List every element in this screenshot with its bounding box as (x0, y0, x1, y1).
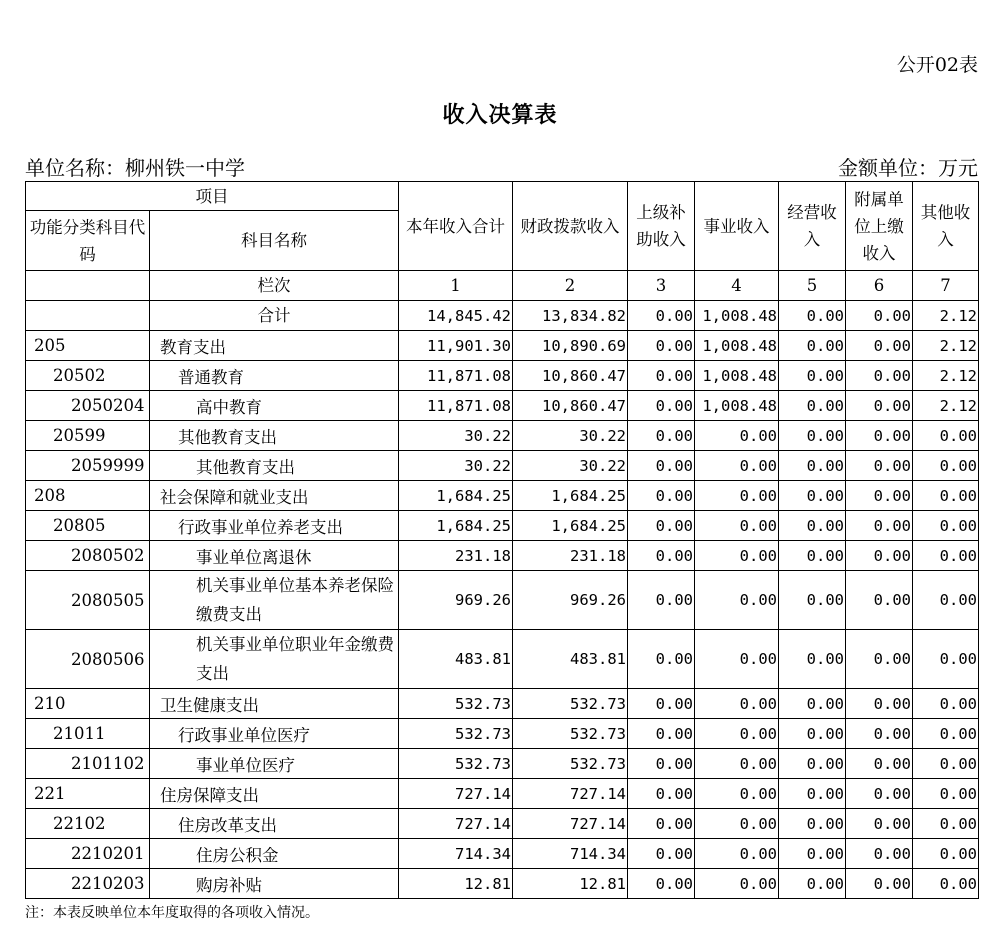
amount-cell: 0.00 (695, 421, 779, 451)
unit-name: 单位名称：柳州铁一中学 (25, 156, 245, 180)
form-number: 公开02表 (896, 54, 978, 76)
total-value: 0.00 (628, 301, 695, 331)
amount-cell: 1,008.48 (695, 391, 779, 421)
amount-cell: 1,684.25 (399, 511, 513, 541)
amount-cell: 0.00 (628, 779, 695, 809)
amount-cell: 0.00 (695, 571, 779, 630)
amount-cell: 727.14 (513, 779, 628, 809)
subject-name: 机关事业单位职业年金缴费支出 (150, 630, 399, 689)
total-value: 2.12 (913, 301, 979, 331)
amount-cell: 0.00 (913, 869, 979, 899)
header-col-7: 其他收入 (913, 182, 979, 271)
amount-cell: 0.00 (913, 630, 979, 689)
amount-cell: 0.00 (779, 809, 846, 839)
amount-cell: 0.00 (846, 839, 913, 869)
amount-cell: 0.00 (913, 451, 979, 481)
amount-cell: 0.00 (846, 391, 913, 421)
amount-cell: 0.00 (779, 689, 846, 719)
header-col-3: 上级补助收入 (628, 182, 695, 271)
amount-cell: 30.22 (513, 421, 628, 451)
amount-cell: 30.22 (513, 451, 628, 481)
amount-cell: 30.22 (399, 421, 513, 451)
amount-cell: 0.00 (628, 719, 695, 749)
subject-name: 事业单位离退休 (150, 541, 399, 571)
amount-cell: 0.00 (846, 511, 913, 541)
subject-name: 住房保障支出 (150, 779, 399, 809)
col-number-1: 1 (399, 271, 513, 301)
amount-cell: 532.73 (513, 749, 628, 779)
table-row (26, 541, 979, 571)
report-title: 收入决算表 (442, 102, 558, 128)
amount-cell: 30.22 (399, 451, 513, 481)
table-row (26, 719, 979, 749)
amount-unit: 金额单位：万元 (838, 156, 978, 180)
amount-cell: 0.00 (913, 839, 979, 869)
header-col-4: 事业收入 (695, 182, 779, 271)
amount-cell: 0.00 (779, 361, 846, 391)
amount-cell: 10,860.47 (513, 391, 628, 421)
amount-cell: 0.00 (846, 421, 913, 451)
amount-cell: 0.00 (695, 541, 779, 571)
amount-cell: 0.00 (846, 331, 913, 361)
amount-cell: 0.00 (628, 361, 695, 391)
subject-name: 高中教育 (150, 391, 399, 421)
amount-cell: 0.00 (628, 421, 695, 451)
amount-cell: 532.73 (513, 719, 628, 749)
amount-cell: 0.00 (913, 719, 979, 749)
amount-cell: 0.00 (913, 421, 979, 451)
table-row (26, 331, 979, 361)
amount-cell: 532.73 (399, 749, 513, 779)
func-code: 221 (26, 779, 150, 809)
amount-cell: 0.00 (846, 481, 913, 511)
amount-cell: 0.00 (628, 511, 695, 541)
header-item: 项目 (26, 182, 399, 211)
amount-cell: 0.00 (846, 689, 913, 719)
func-code: 2080506 (26, 630, 150, 689)
col-number-6: 6 (846, 271, 913, 301)
func-code: 2050204 (26, 391, 150, 421)
amount-cell: 0.00 (779, 749, 846, 779)
func-code: 22102 (26, 809, 150, 839)
total-value: 0.00 (779, 301, 846, 331)
amount-cell: 0.00 (628, 839, 695, 869)
col-number-3: 3 (628, 271, 695, 301)
amount-cell: 12.81 (513, 869, 628, 899)
table-row (26, 689, 979, 719)
amount-cell: 12.81 (399, 869, 513, 899)
amount-cell: 969.26 (513, 571, 628, 630)
amount-cell: 0.00 (779, 421, 846, 451)
header-col-1: 本年收入合计 (399, 182, 513, 271)
total-row (26, 301, 979, 331)
func-code: 208 (26, 481, 150, 511)
amount-cell: 0.00 (695, 630, 779, 689)
amount-cell: 0.00 (913, 779, 979, 809)
subject-name: 社会保障和就业支出 (150, 481, 399, 511)
header-col-2: 财政拨款收入 (513, 182, 628, 271)
amount-cell: 0.00 (695, 779, 779, 809)
func-code: 2101102 (26, 749, 150, 779)
amount-cell: 0.00 (779, 481, 846, 511)
amount-cell: 0.00 (695, 511, 779, 541)
func-code: 2210203 (26, 869, 150, 899)
amount-cell: 0.00 (846, 361, 913, 391)
table-row (26, 391, 979, 421)
amount-cell: 0.00 (913, 481, 979, 511)
amount-cell: 0.00 (695, 809, 779, 839)
subject-name: 教育支出 (150, 331, 399, 361)
func-code: 210 (26, 689, 150, 719)
func-code: 2080502 (26, 541, 150, 571)
total-code-blank (26, 301, 150, 331)
subject-name: 普通教育 (150, 361, 399, 391)
amount-cell: 0.00 (846, 630, 913, 689)
amount-cell: 10,860.47 (513, 361, 628, 391)
func-code: 205 (26, 331, 150, 361)
amount-cell: 0.00 (913, 571, 979, 630)
func-code: 2059999 (26, 451, 150, 481)
table-row (26, 421, 979, 451)
amount-cell: 0.00 (628, 869, 695, 899)
table-row (26, 451, 979, 481)
amount-cell: 0.00 (695, 451, 779, 481)
amount-cell: 0.00 (913, 511, 979, 541)
subject-name: 其他教育支出 (150, 451, 399, 481)
func-code: 20599 (26, 421, 150, 451)
table-row (26, 361, 979, 391)
amount-cell: 727.14 (399, 779, 513, 809)
amount-cell: 1,008.48 (695, 331, 779, 361)
amount-cell: 0.00 (846, 809, 913, 839)
total-value: 13,834.82 (513, 301, 628, 331)
amount-cell: 0.00 (779, 719, 846, 749)
amount-cell: 714.34 (399, 839, 513, 869)
header-col-5: 经营收入 (779, 182, 846, 271)
amount-cell: 532.73 (399, 719, 513, 749)
amount-cell: 2.12 (913, 361, 979, 391)
amount-cell: 10,890.69 (513, 331, 628, 361)
amount-cell: 532.73 (399, 689, 513, 719)
func-code: 20805 (26, 511, 150, 541)
total-value: 0.00 (846, 301, 913, 331)
table-row (26, 809, 979, 839)
amount-cell: 0.00 (846, 749, 913, 779)
subject-name: 事业单位医疗 (150, 749, 399, 779)
amount-cell: 11,871.08 (399, 391, 513, 421)
amount-cell: 0.00 (779, 869, 846, 899)
amount-cell: 483.81 (513, 630, 628, 689)
amount-cell: 0.00 (779, 391, 846, 421)
amount-cell: 0.00 (913, 809, 979, 839)
amount-cell: 1,684.25 (399, 481, 513, 511)
amount-cell: 0.00 (779, 839, 846, 869)
table-row (26, 481, 979, 511)
amount-cell: 0.00 (695, 839, 779, 869)
amount-cell: 0.00 (779, 451, 846, 481)
amount-cell: 11,901.30 (399, 331, 513, 361)
col-number-7: 7 (913, 271, 979, 301)
subject-name: 其他教育支出 (150, 421, 399, 451)
amount-cell: 0.00 (628, 689, 695, 719)
amount-cell: 1,684.25 (513, 511, 628, 541)
subject-name: 住房公积金 (150, 839, 399, 869)
table-row (26, 779, 979, 809)
table-row (26, 511, 979, 541)
amount-cell: 0.00 (628, 809, 695, 839)
subject-name: 住房改革支出 (150, 809, 399, 839)
amount-cell: 0.00 (628, 391, 695, 421)
amount-cell: 969.26 (399, 571, 513, 630)
amount-cell: 231.18 (399, 541, 513, 571)
amount-cell: 0.00 (913, 689, 979, 719)
amount-cell: 0.00 (846, 719, 913, 749)
amount-cell: 0.00 (695, 749, 779, 779)
header-func-code: 功能分类科目代码 (26, 211, 150, 271)
func-code: 21011 (26, 719, 150, 749)
amount-cell: 2.12 (913, 391, 979, 421)
func-code: 2080505 (26, 571, 150, 630)
amount-cell: 0.00 (846, 451, 913, 481)
amount-cell: 0.00 (779, 331, 846, 361)
subject-name: 机关事业单位基本养老保险缴费支出 (150, 571, 399, 630)
amount-cell: 0.00 (695, 869, 779, 899)
table-note: 注：本表反映单位本年度取得的各项收入情况。 (25, 905, 319, 921)
table-row (26, 630, 979, 689)
amount-cell: 0.00 (695, 689, 779, 719)
amount-cell: 0.00 (628, 331, 695, 361)
income-table (25, 181, 979, 899)
amount-cell: 0.00 (846, 541, 913, 571)
subject-name: 购房补贴 (150, 869, 399, 899)
subject-name: 行政事业单位养老支出 (150, 511, 399, 541)
amount-cell: 2.12 (913, 331, 979, 361)
col-number-5: 5 (779, 271, 846, 301)
amount-cell: 0.00 (779, 779, 846, 809)
amount-cell: 0.00 (846, 571, 913, 630)
amount-cell: 0.00 (913, 749, 979, 779)
header-subject-name: 科目名称 (150, 211, 399, 271)
amount-cell: 532.73 (513, 689, 628, 719)
amount-cell: 11,871.08 (399, 361, 513, 391)
table-row (26, 749, 979, 779)
header-col-6: 附属单位上缴收入 (846, 182, 913, 271)
amount-cell: 0.00 (628, 571, 695, 630)
table-row (26, 571, 979, 630)
amount-cell: 0.00 (628, 749, 695, 779)
amount-cell: 0.00 (846, 869, 913, 899)
amount-cell: 0.00 (628, 481, 695, 511)
amount-cell: 0.00 (628, 630, 695, 689)
amount-cell: 0.00 (779, 571, 846, 630)
col-label: 栏次 (150, 271, 399, 301)
col-number-2: 2 (513, 271, 628, 301)
table-row (26, 869, 979, 899)
col-label-blank (26, 271, 150, 301)
func-code: 20502 (26, 361, 150, 391)
col-number-4: 4 (695, 271, 779, 301)
subject-name: 行政事业单位医疗 (150, 719, 399, 749)
amount-cell: 727.14 (513, 809, 628, 839)
amount-cell: 0.00 (628, 451, 695, 481)
amount-cell: 0.00 (846, 779, 913, 809)
amount-cell: 0.00 (628, 541, 695, 571)
amount-cell: 0.00 (779, 511, 846, 541)
table-row (26, 839, 979, 869)
amount-cell: 483.81 (399, 630, 513, 689)
amount-cell: 0.00 (913, 541, 979, 571)
amount-cell: 0.00 (695, 481, 779, 511)
total-value: 1,008.48 (695, 301, 779, 331)
subject-name: 卫生健康支出 (150, 689, 399, 719)
total-label: 合计 (150, 301, 399, 331)
amount-cell: 231.18 (513, 541, 628, 571)
total-value: 14,845.42 (399, 301, 513, 331)
amount-cell: 1,684.25 (513, 481, 628, 511)
amount-cell: 0.00 (779, 541, 846, 571)
amount-cell: 1,008.48 (695, 361, 779, 391)
amount-cell: 714.34 (513, 839, 628, 869)
amount-cell: 0.00 (779, 630, 846, 689)
amount-cell: 727.14 (399, 809, 513, 839)
func-code: 2210201 (26, 839, 150, 869)
amount-cell: 0.00 (695, 719, 779, 749)
